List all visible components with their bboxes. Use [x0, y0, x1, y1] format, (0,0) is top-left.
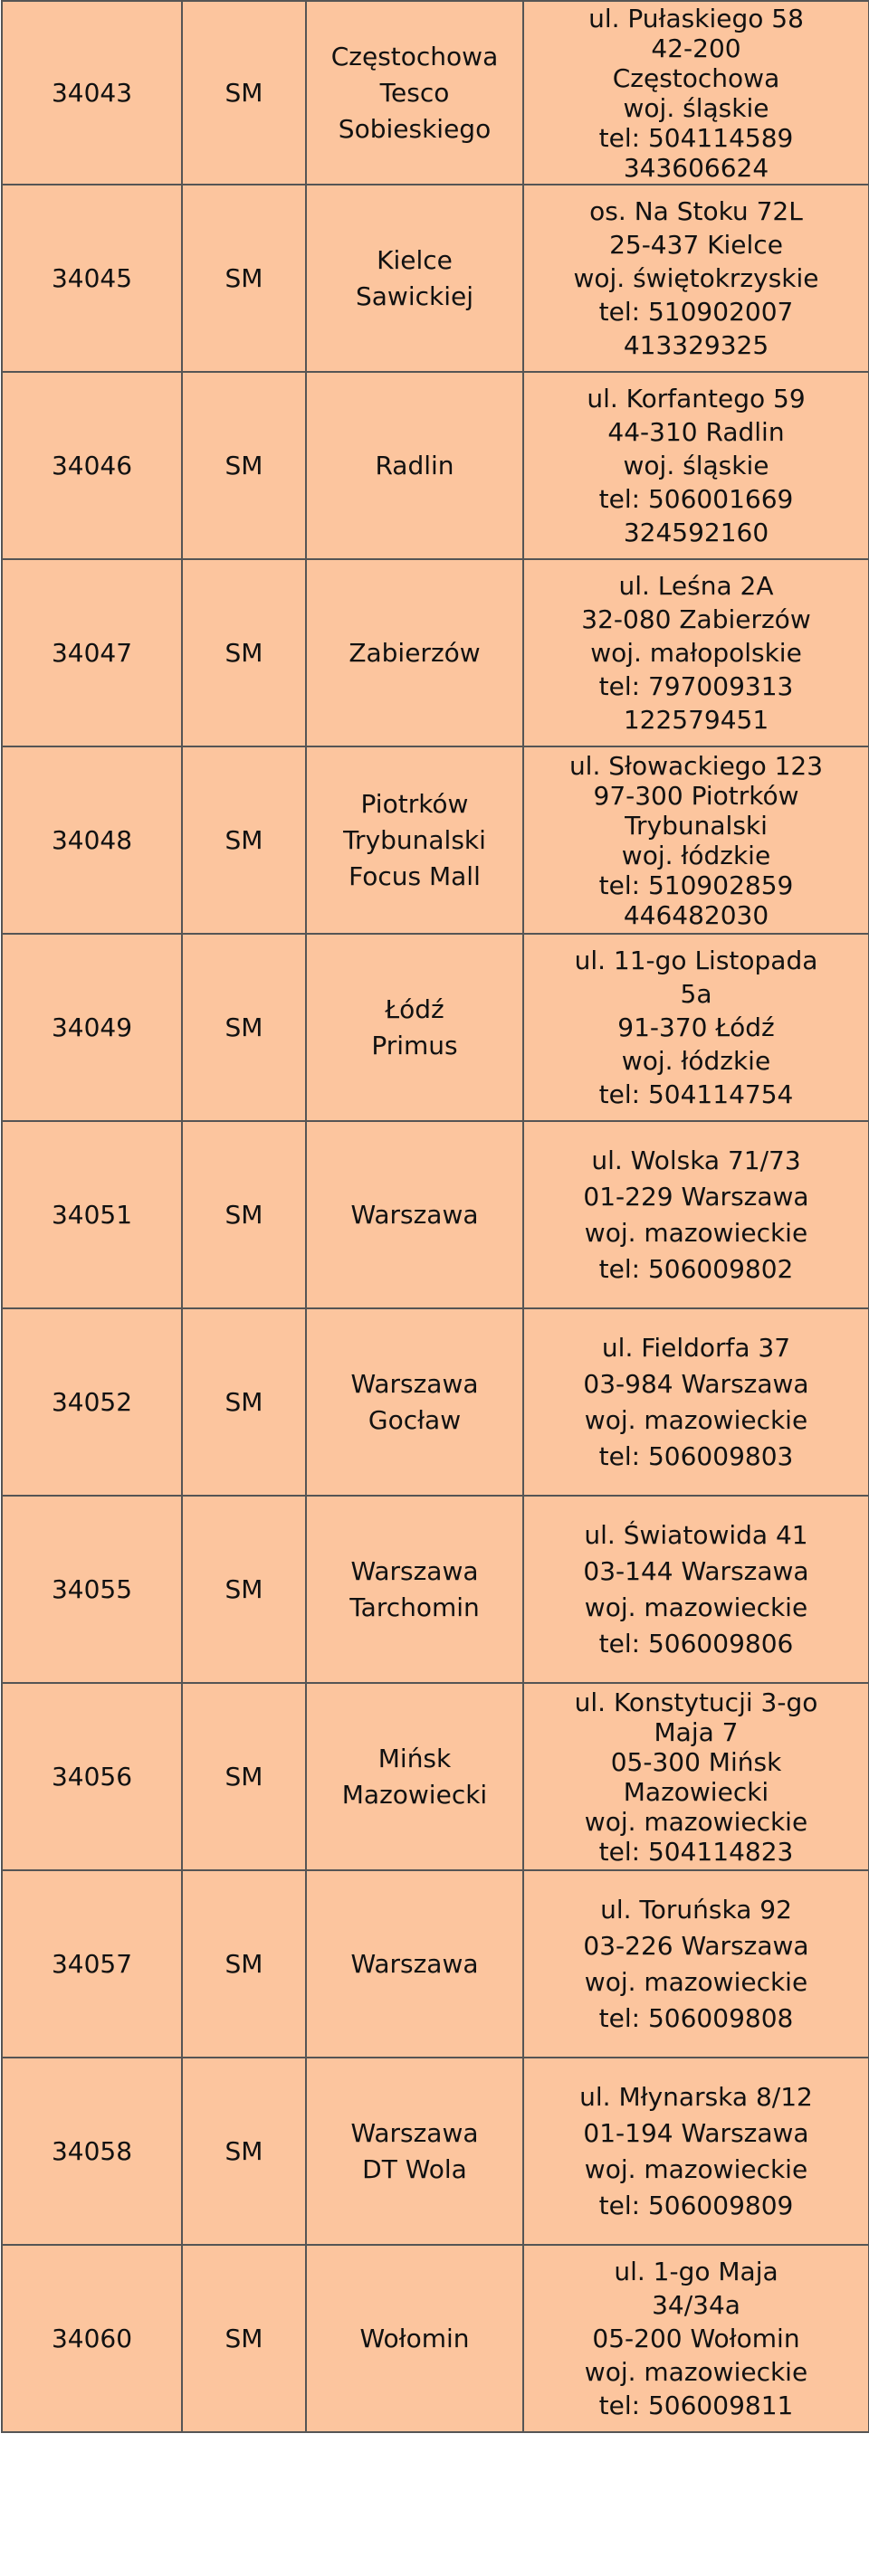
store-type: SM — [224, 1761, 263, 1792]
address-line: Mazowiecki — [623, 1776, 769, 1807]
table-row — [2, 1, 869, 185]
store-address-cell — [523, 934, 869, 1121]
address-line: 42-200 — [651, 33, 741, 63]
store-id: 34046 — [51, 450, 133, 480]
address-line: tel: 506009806 — [598, 1628, 794, 1659]
store-type: SM — [224, 77, 263, 108]
store-city-cell — [306, 1308, 523, 1496]
address-line: ul. Światowida 41 — [584, 1519, 808, 1550]
city-line: Sawickiej — [355, 280, 473, 311]
address-line: 91-370 Łódź — [617, 1012, 775, 1042]
address-line: woj. mazowieckie — [584, 1806, 808, 1837]
table-row — [2, 185, 869, 372]
address-line: 446482030 — [623, 899, 769, 930]
address-line: woj. mazowieckie — [584, 1217, 808, 1248]
store-id-cell — [2, 185, 182, 372]
store-address-cell — [523, 1121, 869, 1308]
store-type: SM — [224, 1948, 263, 1979]
store-type-cell — [182, 2245, 306, 2432]
city-line: Warszawa — [350, 1368, 479, 1399]
city-line: Częstochowa — [330, 41, 499, 71]
address-line: tel: 504114823 — [598, 1836, 794, 1867]
city-line: Mińsk — [377, 1743, 452, 1773]
store-address-cell — [523, 746, 869, 934]
address-line: tel: 510902007 — [598, 297, 794, 327]
store-city-cell — [306, 746, 523, 934]
store-id-cell — [2, 1121, 182, 1308]
store-city-cell — [306, 934, 523, 1121]
address-line: Maja 7 — [654, 1716, 739, 1747]
address-line: ul. Pułaskiego 58 — [588, 3, 804, 33]
address-line: woj. świętokrzyskie — [573, 263, 819, 293]
store-id: 34049 — [51, 1012, 133, 1042]
store-address-cell — [523, 185, 869, 372]
store-address-cell — [523, 559, 869, 746]
store-type-cell — [182, 1121, 306, 1308]
address-line: 03-984 Warszawa — [583, 1368, 809, 1399]
table-row — [2, 559, 869, 746]
store-address-cell — [523, 2245, 869, 2432]
address-line: woj. mazowieckie — [584, 1592, 808, 1622]
store-id: 34048 — [51, 824, 133, 855]
address-line: woj. śląskie — [623, 451, 769, 480]
store-address-cell — [523, 1870, 869, 2058]
address-line: tel: 504114754 — [598, 1079, 794, 1109]
store-id: 34052 — [51, 1386, 133, 1417]
address-line: Trybunalski — [625, 810, 768, 841]
city-line: Tesco — [379, 77, 450, 108]
store-id-cell — [2, 1870, 182, 2058]
address-line: woj. mazowieckie — [584, 1404, 808, 1435]
address-line: 05-200 Wołomin — [592, 2324, 800, 2353]
store-address-cell — [523, 1496, 869, 1683]
city-line: Warszawa — [350, 1555, 479, 1586]
store-id: 34045 — [51, 262, 133, 293]
store-type: SM — [224, 1199, 263, 1230]
store-type-cell — [182, 746, 306, 934]
address-line: woj. mazowieckie — [584, 2153, 808, 2184]
address-line: 324592160 — [623, 518, 769, 547]
store-type: SM — [224, 1012, 263, 1042]
store-id-cell — [2, 2058, 182, 2245]
city-line: Warszawa — [350, 1948, 479, 1979]
store-type: SM — [224, 450, 263, 480]
store-city-cell — [306, 1496, 523, 1683]
address-line: woj. małopolskie — [590, 638, 802, 668]
address-line: woj. śląskie — [623, 92, 769, 123]
address-line: ul. Toruńska 92 — [600, 1894, 792, 1925]
store-type: SM — [224, 637, 263, 668]
city-line: Łódź — [385, 993, 444, 1024]
address-line: tel: 510902859 — [598, 870, 794, 900]
address-line: Częstochowa — [612, 62, 780, 93]
city-line: Zabierzów — [349, 637, 481, 668]
store-id-cell — [2, 559, 182, 746]
store-type-cell — [182, 1683, 306, 1870]
address-line: 34/34a — [652, 2290, 740, 2320]
store-id: 34058 — [51, 2135, 133, 2166]
store-city-cell — [306, 559, 523, 746]
store-id-cell — [2, 746, 182, 934]
table-row — [2, 746, 869, 934]
address-line: tel: 506009802 — [598, 1253, 794, 1284]
store-id: 34051 — [51, 1199, 133, 1230]
store-city-cell — [306, 1683, 523, 1870]
store-id-cell — [2, 1308, 182, 1496]
store-address-cell — [523, 372, 869, 559]
table-row — [2, 2058, 869, 2245]
city-line: Sobieskiego — [338, 113, 492, 144]
address-line: 03-144 Warszawa — [583, 1555, 809, 1586]
address-line: 343606624 — [623, 152, 769, 183]
store-type: SM — [224, 824, 263, 855]
store-type-cell — [182, 372, 306, 559]
store-id-cell — [2, 1683, 182, 1870]
city-line: Focus Mall — [349, 860, 481, 891]
city-line: Mazowiecki — [341, 1779, 488, 1810]
address-line: 5a — [680, 979, 712, 1009]
address-line: tel: 506001669 — [598, 484, 794, 514]
address-line: ul. Korfantego 59 — [587, 384, 806, 413]
city-line: Trybunalski — [343, 824, 486, 855]
address-line: os. Na Stoku 72L — [589, 196, 803, 226]
table-row — [2, 1870, 869, 2058]
city-line: Primus — [371, 1030, 458, 1060]
address-line: 03-226 Warszawa — [583, 1930, 809, 1961]
store-id-cell — [2, 2245, 182, 2432]
store-id-cell — [2, 372, 182, 559]
address-line: 01-229 Warszawa — [583, 1181, 809, 1212]
address-line: tel: 504114589 — [598, 122, 794, 153]
address-line: 25-437 Kielce — [609, 230, 783, 260]
table-row — [2, 1496, 869, 1683]
city-line: Wołomin — [359, 2323, 470, 2353]
table-row — [2, 372, 869, 559]
table-row — [2, 2245, 869, 2432]
store-id-cell — [2, 1, 182, 185]
store-city-cell — [306, 185, 523, 372]
address-line: tel: 506009811 — [598, 2391, 794, 2420]
city-line: Kielce — [377, 244, 453, 275]
store-address-cell — [523, 2058, 869, 2245]
address-line: tel: 797009313 — [598, 671, 794, 701]
store-type-cell — [182, 1496, 306, 1683]
address-line: 122579451 — [623, 705, 769, 735]
table-row — [2, 1121, 869, 1308]
address-line: 97-300 Piotrków — [593, 780, 799, 811]
address-line: woj. łódzkie — [621, 1046, 771, 1076]
store-type: SM — [224, 1573, 263, 1604]
store-id: 34047 — [51, 637, 133, 668]
store-city-cell — [306, 1, 523, 185]
store-address-cell — [523, 1683, 869, 1870]
store-city-cell — [306, 2245, 523, 2432]
store-type-cell — [182, 2058, 306, 2245]
city-line: Tarchomin — [349, 1592, 480, 1622]
city-line: Gocław — [368, 1404, 462, 1435]
address-line: ul. Młynarska 8/12 — [579, 2081, 813, 2112]
store-address-cell — [523, 1308, 869, 1496]
store-id: 34060 — [51, 2323, 133, 2353]
store-type-cell — [182, 1308, 306, 1496]
address-line: woj. mazowieckie — [584, 1966, 808, 1997]
city-line: DT Wola — [362, 2153, 467, 2184]
address-line: woj. łódzkie — [621, 840, 771, 870]
address-line: 44-310 Radlin — [607, 417, 785, 447]
store-type: SM — [224, 262, 263, 293]
address-line: tel: 506009808 — [598, 2002, 794, 2033]
store-city-cell — [306, 1870, 523, 2058]
store-id-cell — [2, 934, 182, 1121]
address-line: ul. Leśna 2A — [618, 571, 774, 601]
store-table — [1, 0, 869, 2433]
city-line: Piotrków — [360, 788, 469, 819]
address-line: ul. Konstytucji 3-go — [574, 1687, 818, 1717]
store-type-cell — [182, 185, 306, 372]
table-row — [2, 934, 869, 1121]
table-row — [2, 1683, 869, 1870]
address-line: 01-194 Warszawa — [583, 2117, 809, 2148]
address-line: ul. Fieldorfa 37 — [601, 1332, 791, 1363]
store-type: SM — [224, 2135, 263, 2166]
address-line: ul. Wolska 71/73 — [591, 1145, 801, 1175]
city-line: Radlin — [375, 450, 454, 480]
store-type-cell — [182, 1, 306, 185]
store-address-cell — [523, 1, 869, 185]
store-id-cell — [2, 1496, 182, 1683]
store-type-cell — [182, 1870, 306, 2058]
city-line: Warszawa — [350, 1199, 479, 1230]
city-line: Warszawa — [350, 2117, 479, 2148]
store-city-cell — [306, 1121, 523, 1308]
address-line: ul. 1-go Maja — [614, 2257, 778, 2286]
store-city-cell — [306, 2058, 523, 2245]
address-line: ul. Słowackiego 123 — [568, 750, 824, 781]
store-id: 34055 — [51, 1573, 133, 1604]
store-table-body — [2, 1, 869, 2432]
address-line: ul. 11-go Listopada — [574, 946, 818, 975]
address-line: tel: 506009803 — [598, 1440, 794, 1471]
address-line: 32-080 Zabierzów — [581, 604, 811, 634]
address-line: woj. mazowieckie — [584, 2357, 808, 2387]
store-id: 34056 — [51, 1761, 133, 1792]
store-type-cell — [182, 934, 306, 1121]
store-type: SM — [224, 2323, 263, 2353]
store-id: 34043 — [51, 77, 133, 108]
store-city-cell — [306, 372, 523, 559]
store-type: SM — [224, 1386, 263, 1417]
table-row — [2, 1308, 869, 1496]
address-line: 05-300 Mińsk — [610, 1746, 782, 1777]
address-line: tel: 506009809 — [598, 2190, 794, 2220]
store-id: 34057 — [51, 1948, 133, 1979]
address-line: 413329325 — [623, 330, 769, 360]
store-type-cell — [182, 559, 306, 746]
